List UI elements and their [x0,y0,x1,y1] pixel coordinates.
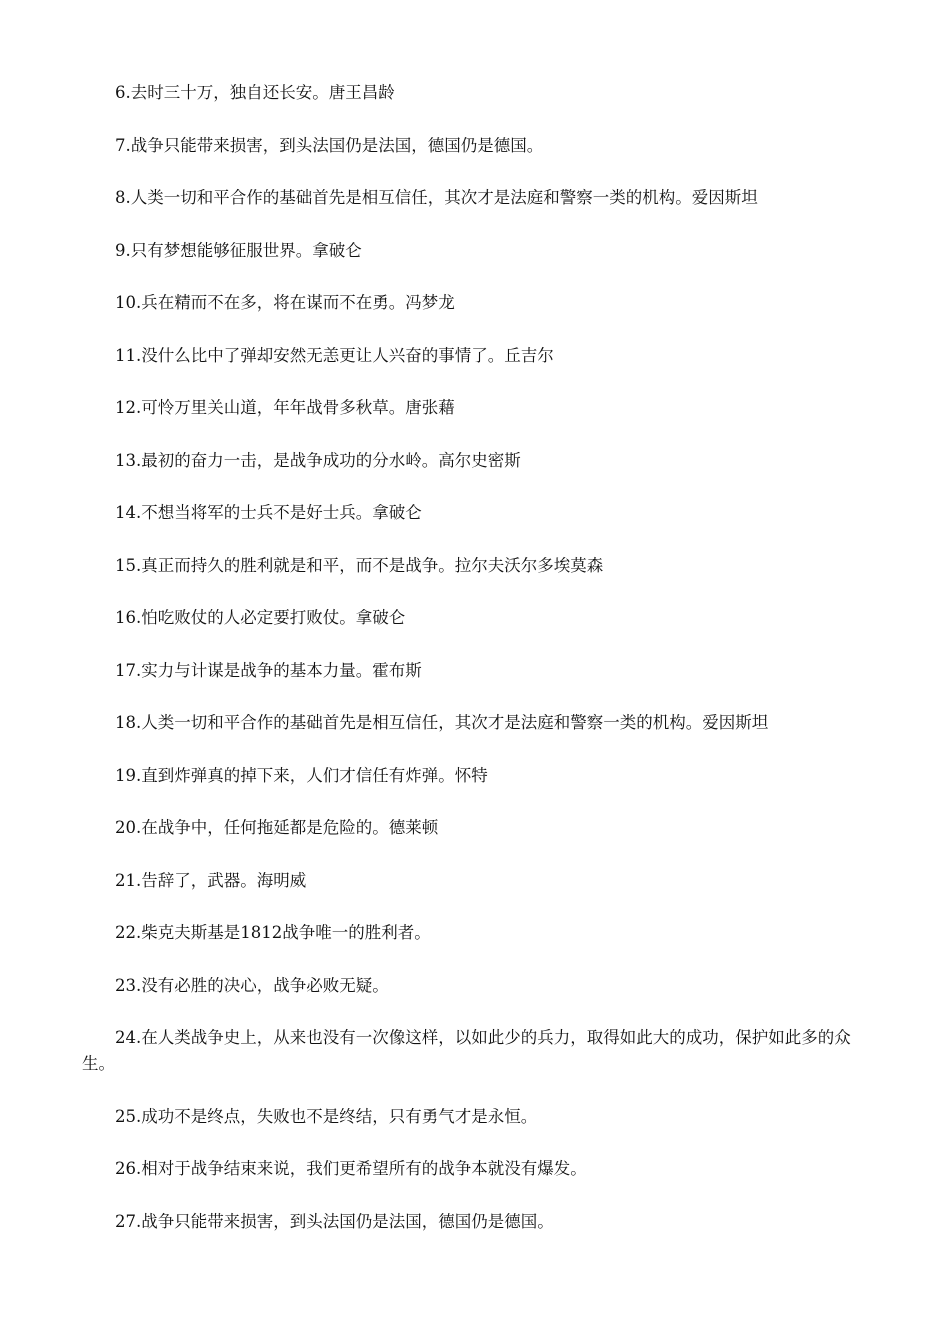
quote-item: 22.柴克夫斯基是1812战争唯一的胜利者。 [115,923,431,942]
quote-item: 27.战争只能带来损害，到头法国仍是法国，德国仍是德国。 [115,1211,554,1231]
quote-item: 10.兵在精而不在多，将在谋而不在勇。冯梦龙 [115,293,455,312]
quote-item: 15.真正而持久的胜利就是和平，而不是战争。拉尔夫沃尔多埃莫森 [115,555,604,575]
quote-item: 21.告辞了，武器。海明威 [115,870,307,890]
quote-item: 11.没什么比中了弹却安然无恙更让人兴奋的事情了。丘吉尔 [115,345,554,365]
quote-item: 13.最初的奋力一击，是战争成功的分水岭。高尔史密斯 [115,450,521,470]
quote-item: 26.相对于战争结束来说，我们更希望所有的战争本就没有爆发。 [115,1159,587,1178]
quote-item: 6.去时三十万，独自还长安。唐王昌龄 [115,83,395,102]
quote-item: 20.在战争中，任何拖延都是危险的。德莱顿 [115,818,439,837]
quote-item: 24.在人类战争史上，从来也没有一次像这样，以如此少的兵力，取得如此大的成功，保护如此多的众生。 [82,1028,851,1073]
quote-item: 8.人类一切和平合作的基础首先是相互信任，其次才是法庭和警察一类的机构。爱因斯坦 [115,188,758,207]
quote-item: 23.没有必胜的决心，战争必败无疑。 [115,975,389,995]
quote-item: 7.战争只能带来损害，到头法国仍是法国，德国仍是德国。 [115,135,544,155]
quote-item: 17.实力与计谋是战争的基本力量。霍布斯 [115,660,422,680]
quote-item: 25.成功不是终点，失败也不是终结，只有勇气才是永恒。 [115,1106,538,1126]
quote-item: 19.直到炸弹真的掉下来，人们才信任有炸弹。怀特 [115,765,488,785]
quote-item: 18.人类一切和平合作的基础首先是相互信任，其次才是法庭和警察一类的机构。爱因斯坦 [115,713,769,732]
quote-list [82,80,872,1261]
quote-item: 9.只有梦想能够征服世界。拿破仑 [115,240,362,260]
quote-item: 12.可怜万里关山道，年年战骨多秋草。唐张藉 [115,398,455,417]
quote-item: 16.怕吃败仗的人必定要打败仗。拿破仑 [115,608,406,627]
quote-item: 14.不想当将军的士兵不是好士兵。拿破仑 [115,503,422,522]
